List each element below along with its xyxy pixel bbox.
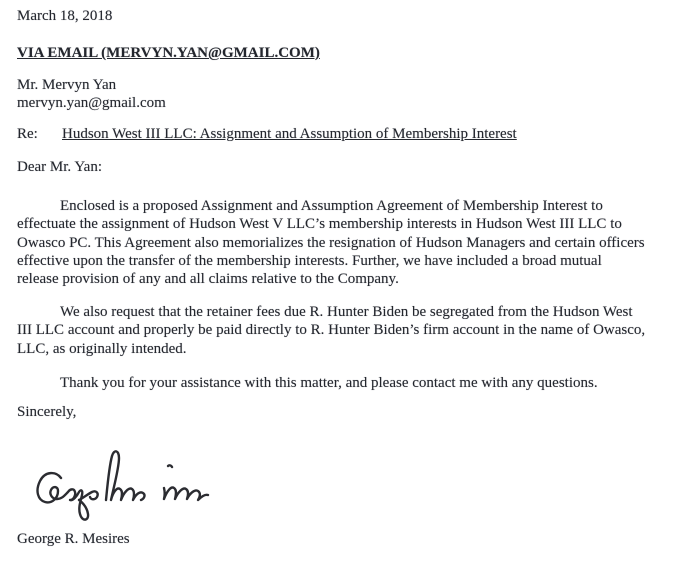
paragraph-line: We also request that the retainer fees due R. Hunter Biden be segregated from the Hudson West [60,304,633,320]
paragraph-line: III LLC account and properly be paid directly to R. Hunter Biden’s firm account in the name of Owasco, [17,322,646,339]
letter-date: March 18, 2018 [17,8,113,24]
paragraph-line: effective upon the transfer of the membership interests. Further, we have included a broad mutual [17,252,602,269]
re-label: Re: [17,126,38,142]
recipient-block [17,77,166,112]
paragraph-2 [17,303,645,358]
paragraph-line: release provision of any and all claims relative to the Company. [17,271,399,288]
paragraph-1 [17,197,645,288]
paragraph-3 [17,374,598,392]
paragraph-line: effectuate the assignment of Hudson West V LLC’s membership interests in Hudson West III LLC to [17,216,622,233]
recipient-name: Mr. Mervyn Yan [17,77,117,93]
delivery-method-line: VIA EMAIL (MERVYN.YAN@GMAIL.COM) [17,45,320,61]
recipient-email: mervyn.yan@gmail.com [17,94,166,111]
handwritten-signature-icon [35,447,245,525]
paragraph-line: Enclosed is a proposed Assignment and Assumption Agreement of Membership Interest to [60,198,603,214]
paragraph-line: Owasco PC. This Agreement also memorializes the resignation of Hudson Managers and certain officers [17,234,645,251]
paragraph-line: LLC, as originally intended. [17,340,187,357]
paragraph-line: Thank you for your assistance with this matter, and please contact me with any questions. [60,375,598,391]
salutation: Dear Mr. Yan: [17,159,102,175]
signer-name: George R. Mesires [17,531,130,547]
re-subject: Hudson West III LLC: Assignment and Assumption of Membership Interest [62,126,517,142]
re-line [17,126,517,143]
closing: Sincerely, [17,404,77,420]
